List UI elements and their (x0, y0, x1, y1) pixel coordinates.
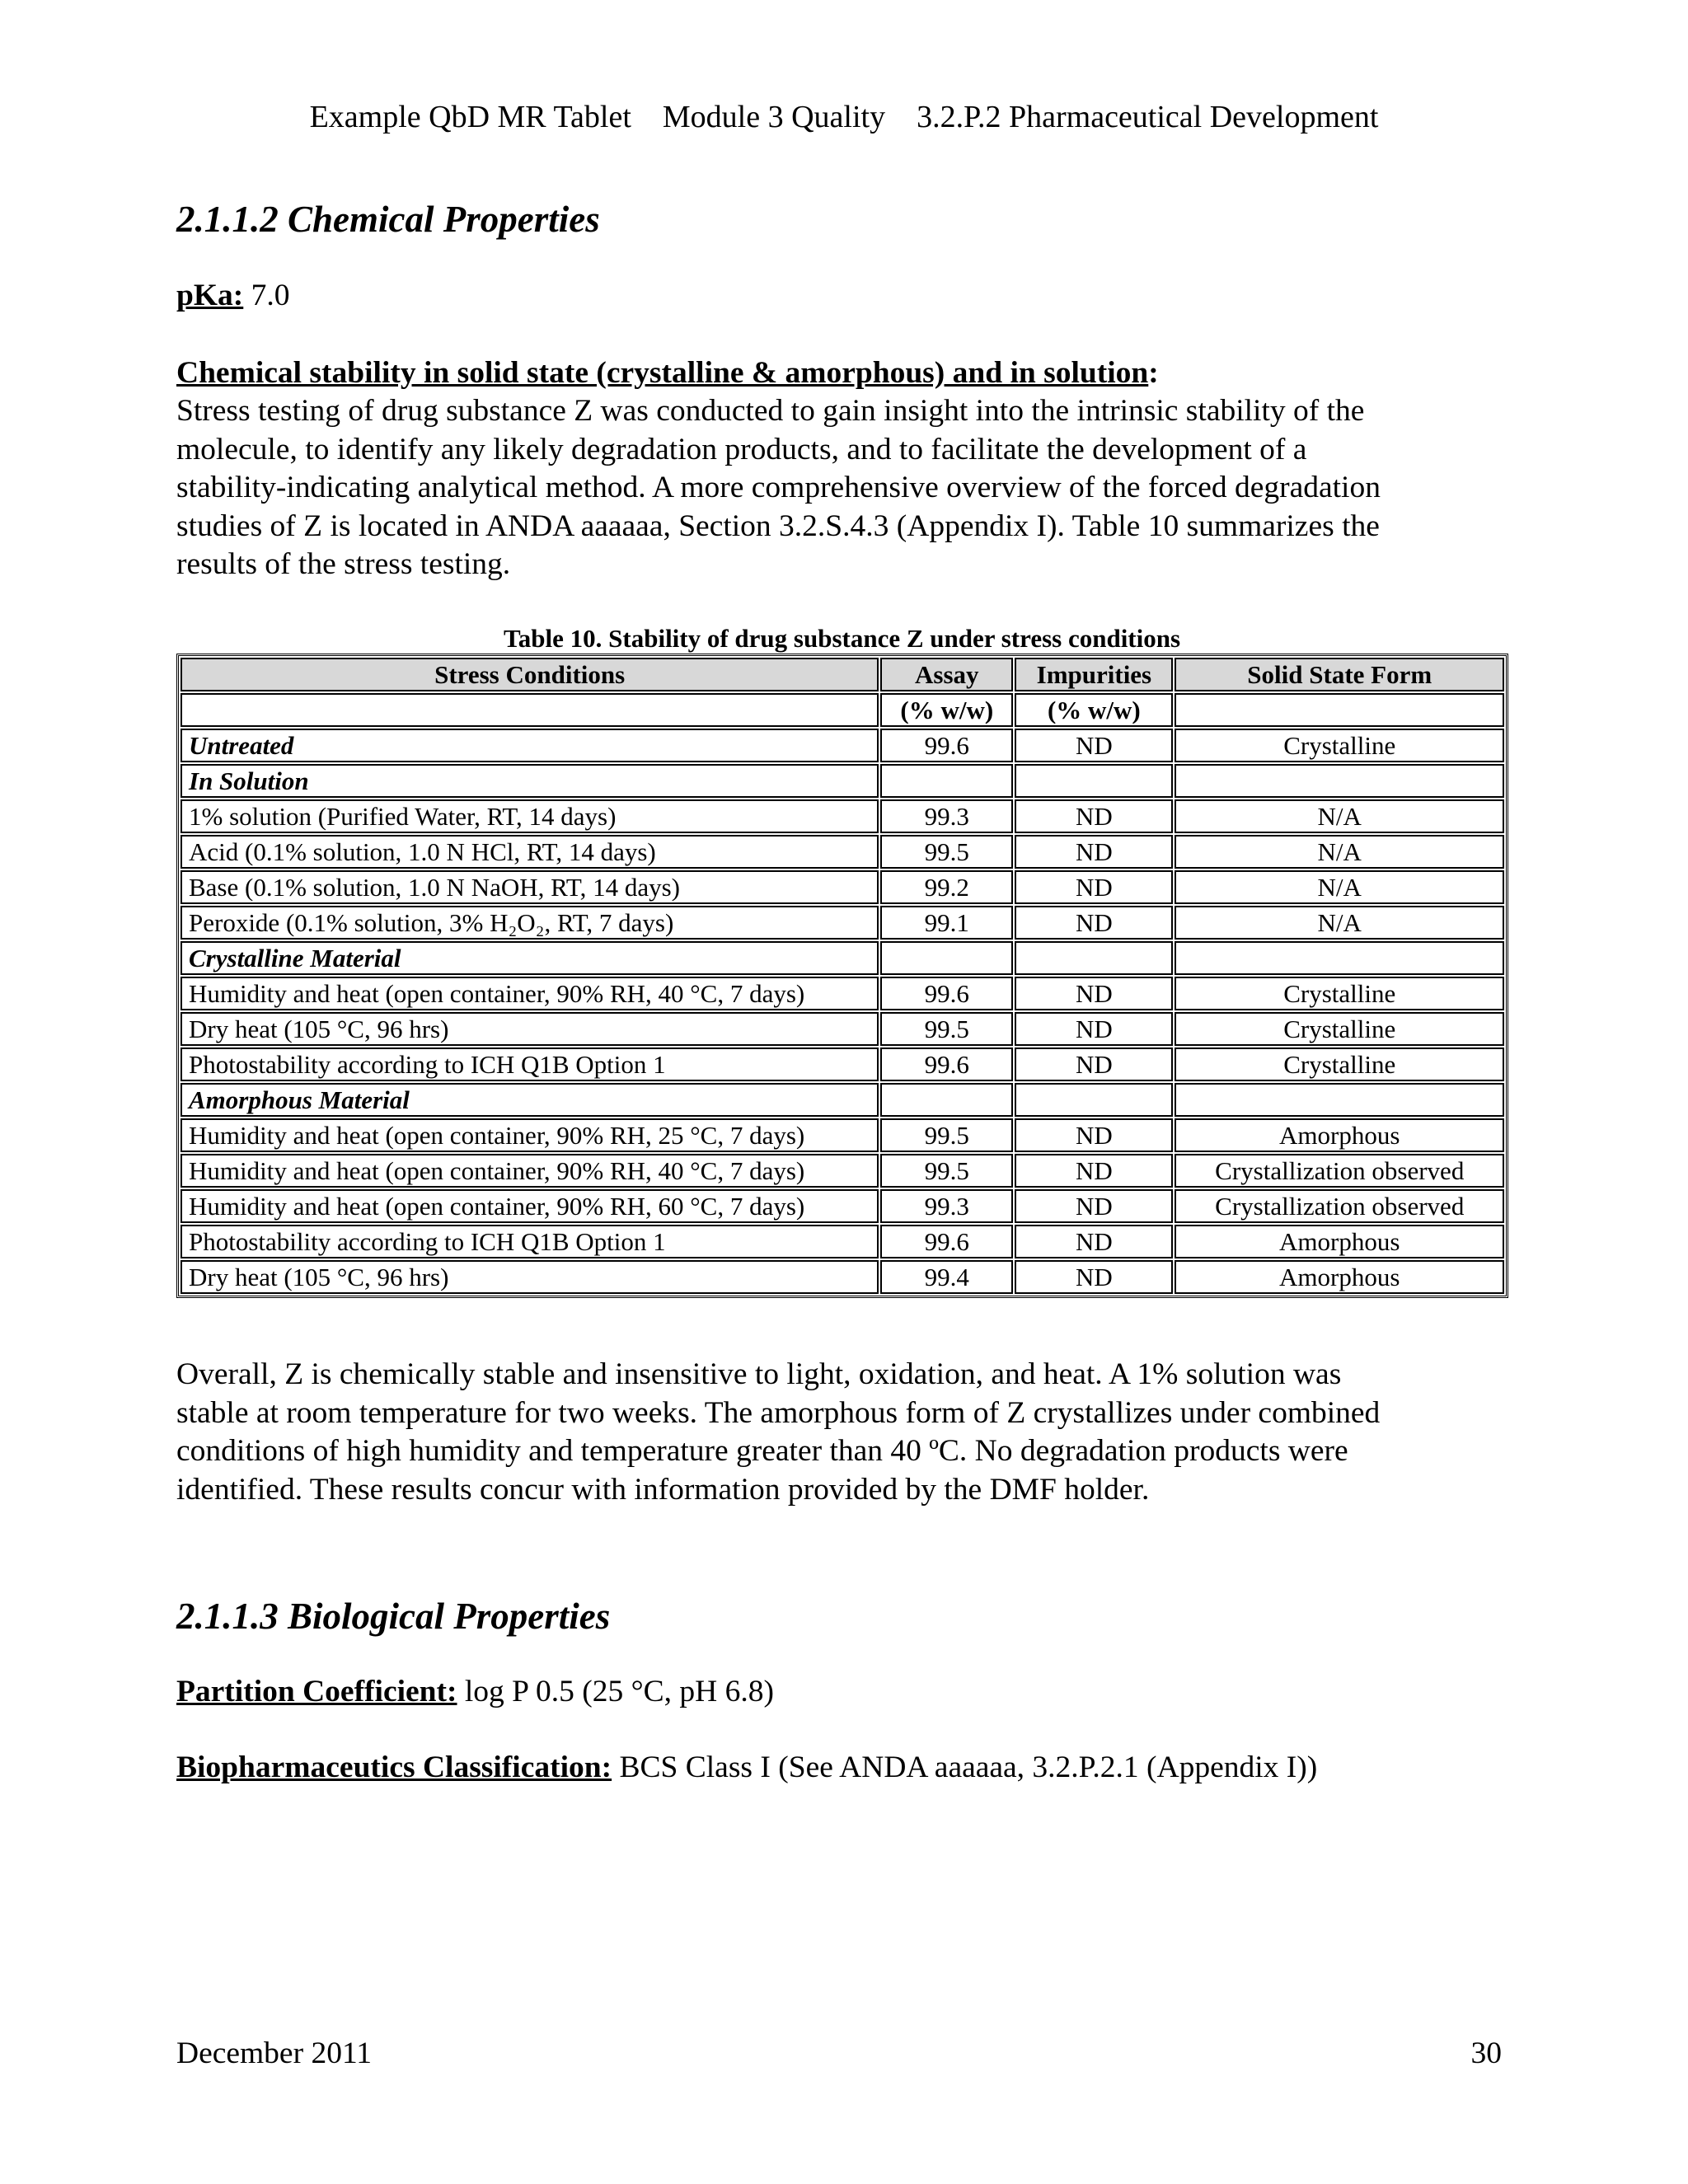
table-row (181, 870, 1504, 904)
impurities-cell (1015, 941, 1173, 975)
form-cell: N/A (1175, 906, 1504, 940)
table-category-row (181, 764, 1504, 798)
table-body (181, 729, 1504, 1294)
table-row (181, 799, 1504, 833)
impurities-cell: ND (1015, 1260, 1173, 1294)
unit-cell: (% w/w) (1015, 693, 1173, 727)
table-category-row (181, 729, 1504, 762)
assay-cell: 99.3 (880, 1189, 1013, 1223)
assay-cell (880, 1083, 1013, 1117)
section-heading-biological: 2.1.1.3 Biological Properties (176, 1596, 611, 1637)
stability-paragraph (176, 392, 1512, 584)
paragraph-line: results of the stress testing. (176, 547, 511, 581)
section-heading-chemical: 2.1.1.2 Chemical Properties (176, 199, 600, 240)
form-cell: N/A (1175, 799, 1504, 833)
condition-cell: Photostability according to ICH Q1B Option 1 (181, 1225, 879, 1258)
impurities-cell: ND (1015, 906, 1173, 940)
impurities-cell: ND (1015, 835, 1173, 869)
condition-cell: Amorphous Material (181, 1083, 879, 1117)
assay-cell: 99.4 (880, 1260, 1013, 1294)
form-cell: N/A (1175, 835, 1504, 869)
condition-cell: In Solution (181, 764, 879, 798)
table-row (181, 906, 1504, 940)
form-cell: Crystallization observed (1175, 1154, 1504, 1188)
paragraph-line: molecule, to identify any likely degradation products, and to facilitate the development of a (176, 432, 1307, 466)
column-header: Stress Conditions (181, 658, 879, 691)
assay-cell (880, 941, 1013, 975)
unit-cell: (% w/w) (880, 693, 1013, 727)
assay-cell: 99.6 (880, 977, 1013, 1010)
condition-cell: Untreated (181, 729, 879, 762)
assay-cell: 99.6 (880, 1047, 1013, 1081)
condition-cell: 1% solution (Purified Water, RT, 14 days) (181, 799, 879, 833)
condition-cell: Peroxide (0.1% solution, 3% H₂O₂, RT, 7 days) (181, 906, 879, 940)
column-header: Solid State Form (1175, 658, 1504, 691)
column-header: Assay (880, 658, 1013, 691)
impurities-cell: ND (1015, 1189, 1173, 1223)
assay-cell: 99.2 (880, 870, 1013, 904)
assay-cell: 99.5 (880, 835, 1013, 869)
partition-value: log P 0.5 (25 °C, pH 6.8) (457, 1675, 774, 1708)
assay-cell: 99.5 (880, 1012, 1013, 1046)
form-cell (1175, 764, 1504, 798)
assay-cell (880, 764, 1013, 798)
table-row (181, 835, 1504, 869)
condition-cell: Humidity and heat (open container, 90% RH, 40 °C, 7 days) (181, 1154, 879, 1188)
form-cell: N/A (1175, 870, 1504, 904)
table-row (181, 1012, 1504, 1046)
assay-cell: 99.5 (880, 1118, 1013, 1152)
pka-label: pKa: (176, 279, 244, 312)
paragraph-line: Stress testing of drug substance Z was conducted to gain insight into the intrinsic stability of the (176, 394, 1365, 428)
paragraph-line: Overall, Z is chemically stable and insensitive to light, oxidation, and heat. A 1% solution was (176, 1357, 1342, 1391)
assay-cell: 99.6 (880, 729, 1013, 762)
bcs-value: BCS Class I (See ANDA aaaaaa, 3.2.P.2.1 (Appendix I)) (612, 1750, 1318, 1784)
condition-cell: Crystalline Material (181, 941, 879, 975)
assay-cell: 99.3 (880, 799, 1013, 833)
impurities-cell: ND (1015, 1012, 1173, 1046)
table-row (181, 1260, 1504, 1294)
form-cell (1175, 941, 1504, 975)
assay-cell: 99.6 (880, 1225, 1013, 1258)
form-cell: Crystalline (1175, 729, 1504, 762)
impurities-cell: ND (1015, 799, 1173, 833)
stability-heading (176, 354, 1159, 393)
page-number: 30 (1470, 2036, 1502, 2070)
page-header: Example QbD MR Tablet Module 3 Quality 3.2.P.2 Pharmaceutical Development (309, 100, 1379, 134)
table-row (181, 1118, 1504, 1152)
table-header-row (181, 658, 1504, 691)
paragraph-line: conditions of high humidity and temperature greater than 40 ºC. No degradation products were (176, 1434, 1348, 1468)
form-cell: Crystalline (1175, 1012, 1504, 1046)
impurities-cell (1015, 764, 1173, 798)
impurities-cell: ND (1015, 1154, 1173, 1188)
form-cell: Amorphous (1175, 1260, 1504, 1294)
pka-line (176, 277, 290, 316)
footer-date: December 2011 (176, 2036, 373, 2070)
impurities-cell: ND (1015, 1225, 1173, 1258)
table-row (181, 1189, 1504, 1223)
pka-value: 7.0 (251, 279, 290, 312)
stress-table (176, 654, 1508, 1298)
table-category-row (181, 941, 1504, 975)
column-header: Impurities (1015, 658, 1173, 691)
table-category-row (181, 1083, 1504, 1117)
condition-cell: Dry heat (105 °C, 96 hrs) (181, 1260, 879, 1294)
paragraph-line: studies of Z is located in ANDA aaaaaa, Section 3.2.S.4.3 (Appendix I). Table 10 summarizes the (176, 509, 1380, 543)
overall-paragraph (176, 1356, 1512, 1509)
paragraph-line: stable at room temperature for two weeks. The amorphous form of Z crystallizes under combined (176, 1395, 1381, 1430)
form-cell: Crystalline (1175, 977, 1504, 1010)
stability-heading-text: Chemical stability in solid state (crystalline & amorphous) and in solution (176, 356, 1149, 390)
paragraph-line: stability-indicating analytical method. A more comprehensive overview of the forced degradation (176, 471, 1381, 504)
impurities-cell (1015, 1083, 1173, 1117)
table-row (181, 1225, 1504, 1258)
condition-cell: Base (0.1% solution, 1.0 N NaOH, RT, 14 days) (181, 870, 879, 904)
form-cell (1175, 1083, 1504, 1117)
impurities-cell: ND (1015, 1118, 1173, 1152)
partition-label: Partition Coefficient: (176, 1675, 457, 1708)
table-row (181, 1047, 1504, 1081)
table-row (181, 1154, 1504, 1188)
stability-heading-colon: : (1148, 356, 1159, 390)
table-caption: Table 10. Stability of drug substance Z under stress conditions (503, 624, 1181, 653)
impurities-cell: ND (1015, 729, 1173, 762)
form-cell: Amorphous (1175, 1118, 1504, 1152)
impurities-cell: ND (1015, 1047, 1173, 1081)
condition-cell: Humidity and heat (open container, 90% RH, 25 °C, 7 days) (181, 1118, 879, 1152)
condition-cell: Humidity and heat (open container, 90% RH, 60 °C, 7 days) (181, 1189, 879, 1223)
assay-cell: 99.1 (880, 906, 1013, 940)
table-row (181, 977, 1504, 1010)
condition-cell: Photostability according to ICH Q1B Option 1 (181, 1047, 879, 1081)
table-units-row (181, 693, 1504, 727)
assay-cell: 99.5 (880, 1154, 1013, 1188)
condition-cell: Humidity and heat (open container, 90% RH, 40 °C, 7 days) (181, 977, 879, 1010)
form-cell: Amorphous (1175, 1225, 1504, 1258)
bcs-line (176, 1749, 1317, 1788)
form-cell: Crystalline (1175, 1047, 1504, 1081)
unit-cell (181, 693, 879, 727)
condition-cell: Acid (0.1% solution, 1.0 N HCl, RT, 14 days) (181, 835, 879, 869)
form-cell: Crystallization observed (1175, 1189, 1504, 1223)
paragraph-line: identified. These results concur with information provided by the DMF holder. (176, 1472, 1150, 1507)
partition-line (176, 1673, 774, 1712)
condition-cell: Dry heat (105 °C, 96 hrs) (181, 1012, 879, 1046)
bcs-label: Biopharmaceutics Classification: (176, 1750, 612, 1784)
impurities-cell: ND (1015, 870, 1173, 904)
unit-cell (1175, 693, 1504, 727)
impurities-cell: ND (1015, 977, 1173, 1010)
